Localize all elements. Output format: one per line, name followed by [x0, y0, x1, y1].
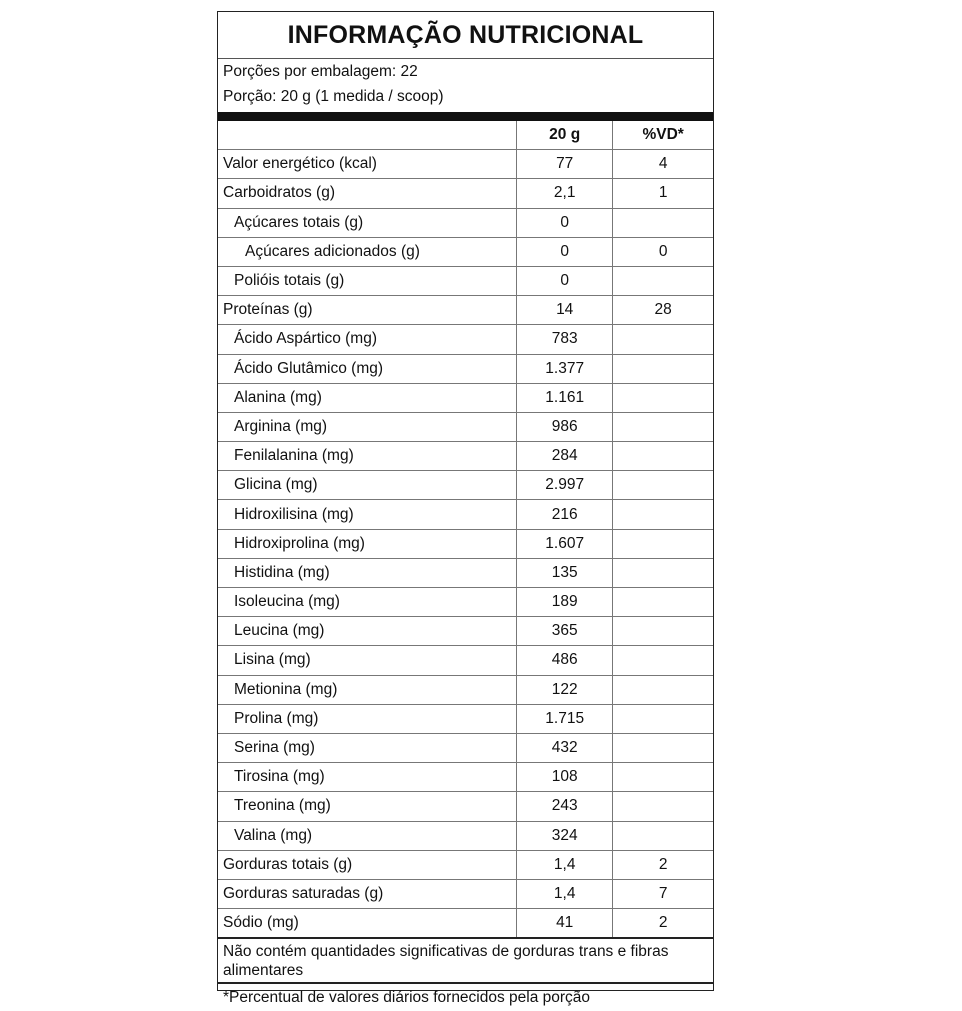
nutrient-name: Hidroxiprolina (mg): [218, 529, 517, 558]
nutrient-daily-value: [613, 442, 713, 471]
panel-title: INFORMAÇÃO NUTRICIONAL: [218, 12, 713, 59]
nutrient-daily-value: [613, 471, 713, 500]
table-row: [218, 412, 713, 441]
table-row: [218, 879, 713, 908]
nutrient-daily-value: [613, 763, 713, 792]
nutrient-amount: 0: [517, 208, 613, 237]
table-row: [218, 471, 713, 500]
nutrient-name: Gorduras saturadas (g): [218, 879, 517, 908]
nutrient-name: Treonina (mg): [218, 792, 517, 821]
nutrient-name: Hidroxilisina (mg): [218, 500, 517, 529]
nutrient-name: Valina (mg): [218, 821, 517, 850]
nutrient-amount: 77: [517, 150, 613, 179]
table-row: [218, 763, 713, 792]
nutrient-daily-value: [613, 646, 713, 675]
table-row: [218, 150, 713, 179]
nutrient-amount: 1,4: [517, 879, 613, 908]
nutrient-daily-value: 4: [613, 150, 713, 179]
table-row: [218, 296, 713, 325]
footnote-insignificant: Não contém quantidades significativas de gorduras trans e fibras alimentares: [218, 939, 713, 984]
nutrient-daily-value: [613, 208, 713, 237]
nutrient-amount: 189: [517, 588, 613, 617]
table-row: [218, 558, 713, 587]
table-row: [218, 383, 713, 412]
nutrition-facts-panel: [217, 11, 714, 1007]
nutrient-name: Açúcares totais (g): [218, 208, 517, 237]
nutrient-daily-value: [613, 704, 713, 733]
table-row: [218, 792, 713, 821]
nutrient-name: Ácido Glutâmico (mg): [218, 354, 517, 383]
nutrient-amount: 216: [517, 500, 613, 529]
table-row: [218, 646, 713, 675]
nutrient-daily-value: [613, 733, 713, 762]
table-row: [218, 354, 713, 383]
nutrient-daily-value: 1: [613, 179, 713, 208]
nutrient-amount: 284: [517, 442, 613, 471]
nutrient-name: Histidina (mg): [218, 558, 517, 587]
nutrient-daily-value: 7: [613, 879, 713, 908]
nutrient-amount: 2.997: [517, 471, 613, 500]
table-row: [218, 675, 713, 704]
nutrient-daily-value: [613, 354, 713, 383]
nutrient-name: Polióis totais (g): [218, 266, 517, 295]
nutrient-amount: 1,4: [517, 850, 613, 879]
nutrient-daily-value: [613, 588, 713, 617]
table-row: [218, 179, 713, 208]
table-row: [218, 237, 713, 266]
nutrient-name: Sódio (mg): [218, 909, 517, 939]
nutrient-daily-value: 2: [613, 909, 713, 939]
nutrient-name: Alanina (mg): [218, 383, 517, 412]
nutrient-name: Tirosina (mg): [218, 763, 517, 792]
nutrient-name: Ácido Aspártico (mg): [218, 325, 517, 354]
nutrient-amount: 2,1: [517, 179, 613, 208]
nutrient-amount: 1.607: [517, 529, 613, 558]
table-header-row: [218, 121, 713, 150]
nutrient-amount: 135: [517, 558, 613, 587]
nutrient-amount: 432: [517, 733, 613, 762]
header-daily-value: %VD*: [613, 121, 713, 150]
nutrient-amount: 108: [517, 763, 613, 792]
footnote-daily-value: *Percentual de valores diários fornecidos pela porção: [223, 989, 591, 1007]
nutrient-daily-value: [613, 325, 713, 354]
nutrient-amount: 1.715: [517, 704, 613, 733]
nutrient-amount: 1.161: [517, 383, 613, 412]
nutrient-name: Carboidratos (g): [218, 179, 517, 208]
nutrition-table: [218, 121, 713, 939]
nutrient-name: Glicina (mg): [218, 471, 517, 500]
table-row: [218, 325, 713, 354]
servings-per-package: Porções por embalagem: 22: [223, 63, 418, 80]
nutrient-amount: 122: [517, 675, 613, 704]
nutrient-name: Lisina (mg): [218, 646, 517, 675]
nutrient-name: Gorduras totais (g): [218, 850, 517, 879]
table-row: [218, 704, 713, 733]
header-blank-cell: [218, 121, 517, 150]
table-row: [218, 266, 713, 295]
table-row: [218, 617, 713, 646]
table-row: [218, 821, 713, 850]
nutrient-daily-value: 28: [613, 296, 713, 325]
nutrient-amount: 324: [517, 821, 613, 850]
nutrient-amount: 14: [517, 296, 613, 325]
table-row: [218, 850, 713, 879]
nutrient-amount: 1.377: [517, 354, 613, 383]
thick-divider: [218, 112, 713, 121]
nutrient-amount: 0: [517, 266, 613, 295]
nutrient-daily-value: [613, 675, 713, 704]
nutrient-daily-value: [613, 412, 713, 441]
table-row: [218, 529, 713, 558]
nutrient-name: Serina (mg): [218, 733, 517, 762]
nutrient-name: Prolina (mg): [218, 704, 517, 733]
nutrient-name: Isoleucina (mg): [218, 588, 517, 617]
table-row: [218, 588, 713, 617]
nutrient-name: Valor energético (kcal): [218, 150, 517, 179]
nutrient-daily-value: 0: [613, 237, 713, 266]
nutrient-name: Açúcares adicionados (g): [218, 237, 517, 266]
serving-size: Porção: 20 g (1 medida / scoop): [223, 88, 444, 105]
table-row: [218, 909, 713, 939]
nutrient-daily-value: [613, 558, 713, 587]
nutrient-name: Metionina (mg): [218, 675, 517, 704]
nutrient-amount: 365: [517, 617, 613, 646]
nutrient-name: Leucina (mg): [218, 617, 517, 646]
table-row: [218, 500, 713, 529]
header-amount: 20 g: [517, 121, 613, 150]
nutrient-amount: 783: [517, 325, 613, 354]
nutrient-name: Arginina (mg): [218, 412, 517, 441]
nutrient-name: Proteínas (g): [218, 296, 517, 325]
nutrient-amount: 986: [517, 412, 613, 441]
nutrient-daily-value: [613, 529, 713, 558]
table-row: [218, 208, 713, 237]
nutrient-amount: 0: [517, 237, 613, 266]
nutrient-daily-value: [613, 617, 713, 646]
nutrient-amount: 486: [517, 646, 613, 675]
nutrient-amount: 41: [517, 909, 613, 939]
nutrient-daily-value: [613, 383, 713, 412]
nutrient-daily-value: 2: [613, 850, 713, 879]
nutrient-daily-value: [613, 792, 713, 821]
nutrient-daily-value: [613, 821, 713, 850]
nutrient-daily-value: [613, 266, 713, 295]
nutrient-daily-value: [613, 500, 713, 529]
nutrient-name: Fenilalanina (mg): [218, 442, 517, 471]
table-row: [218, 733, 713, 762]
nutrient-amount: 243: [517, 792, 613, 821]
table-row: [218, 442, 713, 471]
